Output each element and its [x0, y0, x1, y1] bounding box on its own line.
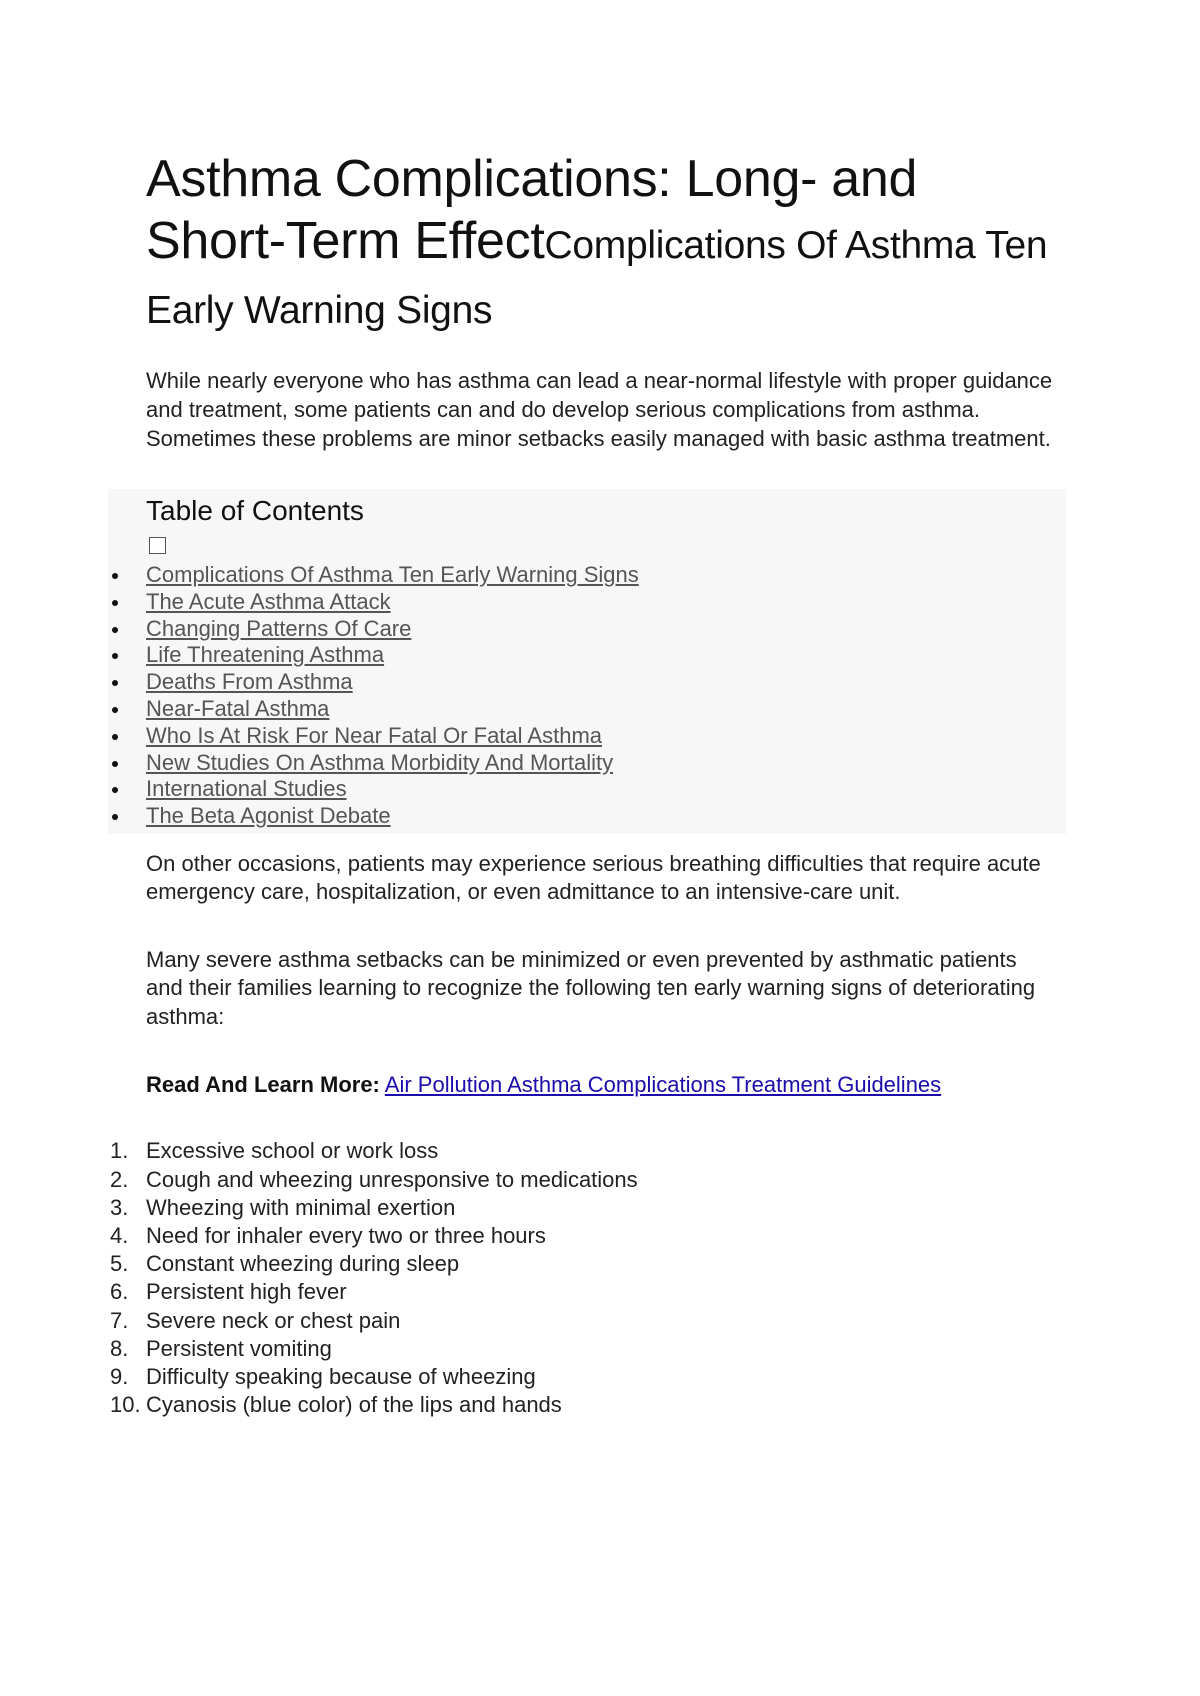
paragraph-warning-signs-intro: Many severe asthma setbacks can be minimized or even prevented by asthmatic patients and their families learning to recognize the following ten early warning signs of deteriorating asthma: [146, 946, 1036, 1029]
toc-toggle-checkbox[interactable] [149, 537, 166, 554]
toc-item [146, 803, 1066, 830]
toc-item [146, 776, 1066, 803]
list-item [110, 1335, 1066, 1363]
list-number: 8. [110, 1335, 129, 1361]
bullet-icon [112, 627, 118, 633]
list-item [110, 1194, 1066, 1222]
bullet-icon [112, 680, 118, 686]
list-number: 5. [110, 1251, 129, 1277]
list-item [110, 1222, 1066, 1250]
list-item [110, 1278, 1066, 1306]
page-title [146, 148, 1066, 340]
bullet-icon [112, 653, 118, 659]
toc-item [146, 669, 1066, 696]
toc-item [146, 562, 1066, 589]
list-number: 1. [110, 1138, 129, 1164]
toc-item [146, 589, 1066, 616]
toc-link[interactable]: Who Is At Risk For Near Fatal Or Fatal Asthma [146, 722, 603, 748]
toc-list [146, 562, 1066, 830]
toc-link[interactable]: Changing Patterns Of Care [146, 615, 412, 641]
toc-title: Table of Contents [146, 495, 364, 526]
list-item [110, 1391, 1066, 1419]
toc-link[interactable]: Near-Fatal Asthma [146, 695, 330, 721]
toc-link[interactable]: Life Threatening Asthma [146, 642, 385, 668]
toc-item [146, 642, 1066, 669]
list-number: 6. [110, 1279, 129, 1305]
list-item-text: Cough and wheezing unresponsive to medications [146, 1166, 638, 1192]
list-number: 10. [110, 1392, 141, 1418]
list-item-text: Constant wheezing during sleep [146, 1251, 460, 1277]
bullet-icon [112, 761, 118, 767]
list-item [110, 1166, 1066, 1194]
list-item-text: Need for inhaler every two or three hours [146, 1223, 546, 1249]
list-item-text: Difficulty speaking because of wheezing [146, 1364, 536, 1390]
table-of-contents [108, 489, 1066, 834]
list-item [110, 1137, 1066, 1165]
bullet-icon [112, 573, 118, 579]
toc-link[interactable]: The Acute Asthma Attack [146, 588, 391, 614]
intro-paragraph: While nearly everyone who has asthma can lead a near-normal lifestyle with proper guidance and treatment, some patients can and do develop serious complications from asthma. Sometimes these problems are minor setbacks easily managed with basic asthma treatment. [146, 368, 1053, 451]
list-item [110, 1250, 1066, 1278]
document-page [110, 148, 1066, 1420]
list-item [110, 1307, 1066, 1335]
list-item-text: Cyanosis (blue color) of the lips and hands [146, 1392, 562, 1418]
toc-link[interactable]: International Studies [146, 776, 347, 802]
toc-item [146, 696, 1066, 723]
toc-link[interactable]: Complications Of Asthma Ten Early Warning Signs [146, 562, 639, 587]
toc-item [146, 723, 1066, 750]
list-number: 7. [110, 1307, 129, 1333]
bullet-icon [112, 734, 118, 740]
list-item [110, 1363, 1066, 1391]
list-number: 4. [110, 1223, 129, 1249]
toc-item [146, 750, 1066, 777]
read-more [146, 1071, 1066, 1099]
bullet-icon [112, 814, 118, 820]
bullet-icon [112, 787, 118, 793]
list-number: 3. [110, 1194, 129, 1220]
warning-signs-list [110, 1137, 1066, 1419]
list-item-text: Persistent vomiting [146, 1335, 332, 1361]
list-number: 2. [110, 1166, 129, 1192]
list-number: 9. [110, 1364, 129, 1390]
page-title-main: Asthma Complications: Long- and Short-Term Effect [146, 150, 918, 270]
read-more-link[interactable]: Air Pollution Asthma Complications Treatment Guidelines [384, 1072, 942, 1098]
toc-link[interactable]: Deaths From Asthma [146, 669, 353, 695]
toc-item [146, 616, 1066, 643]
toc-link[interactable]: New Studies On Asthma Morbidity And Mortality [146, 749, 614, 775]
bullet-icon [112, 600, 118, 606]
toc-link[interactable]: The Beta Agonist Debate [146, 803, 391, 829]
bullet-icon [112, 707, 118, 713]
read-more-label: Read And Learn More: [146, 1072, 380, 1098]
page-subtitle: Complications Of Asthma Ten Early Warning Signs [146, 224, 1048, 332]
list-item-text: Excessive school or work loss [146, 1138, 439, 1164]
paragraph-emergency-care: On other occasions, patients may experience serious breathing difficulties that require acute emergency care, hospitalization, or even admittance to an intensive-care unit. [146, 850, 1041, 905]
list-item-text: Wheezing with minimal exertion [146, 1194, 456, 1220]
list-item-text: Severe neck or chest pain [146, 1307, 401, 1333]
list-item-text: Persistent high fever [146, 1279, 347, 1305]
